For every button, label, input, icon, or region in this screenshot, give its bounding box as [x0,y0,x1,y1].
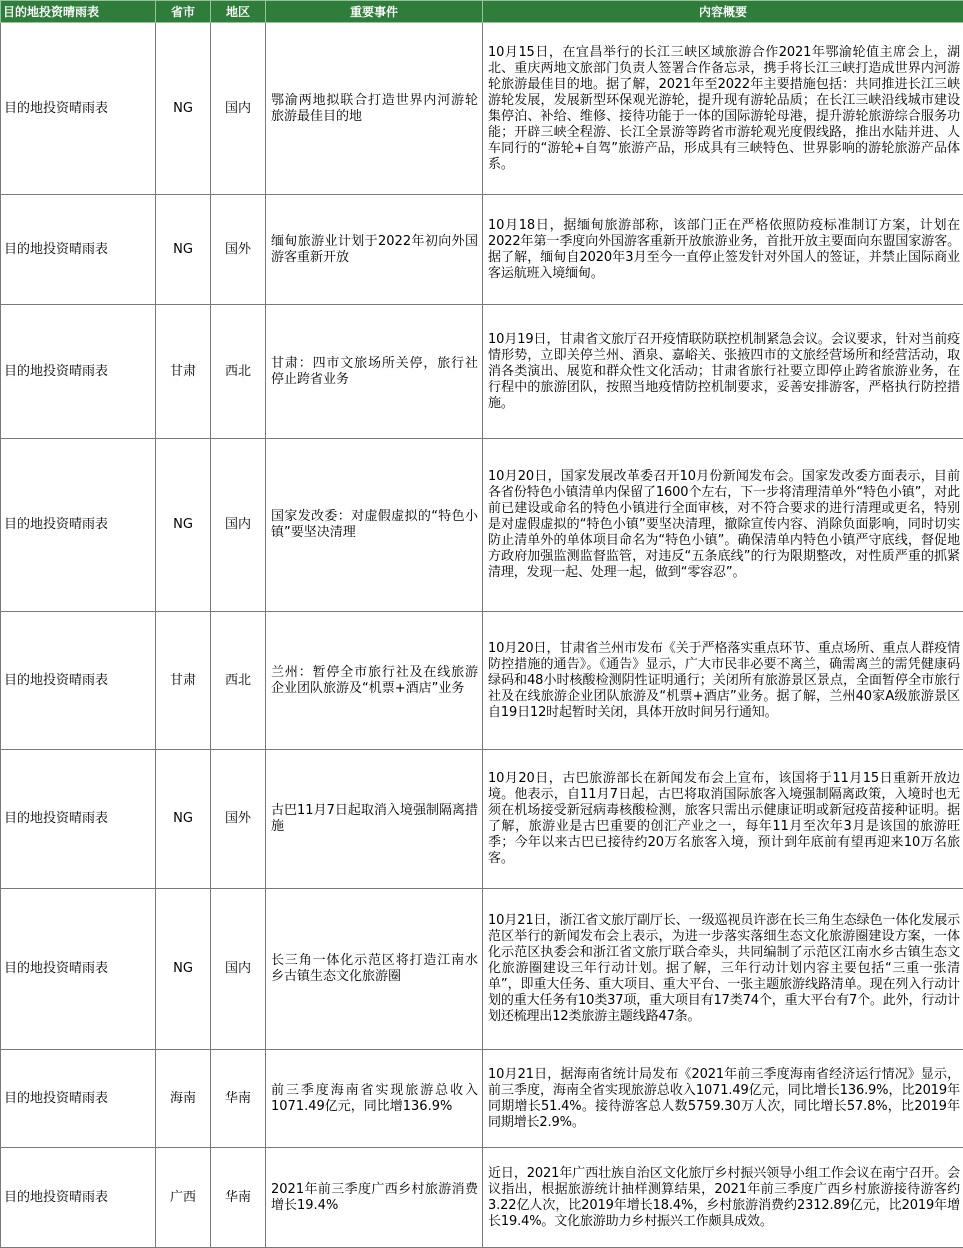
table-row [1,23,963,195]
row-region[interactable]: 西北 [211,612,266,750]
table-row [1,750,963,889]
row-region[interactable]: 国内 [211,889,266,1050]
row-region[interactable]: 国外 [211,195,266,305]
row-region[interactable]: 国内 [211,439,266,612]
row-event[interactable]: 国家发改委：对虚假虚拟的“特色小镇”要坚决清理 [266,439,483,612]
table-row [1,1050,963,1148]
header-source[interactable]: 目的地投资晴雨表 [1,1,156,23]
row-region[interactable]: 华南 [211,1050,266,1148]
row-summary[interactable]: 10月21日，据海南省统计局发布《2021年前三季度海南省经济运行情况》显示，前三季度，海南全省实现旅游总收入1071.49亿元，同比增长136.9%，比2019年同期增长51.4%。接待游客总人数5759.30万人次，同比增长57.8%，比2019年同期增长2.9%。 [483,1050,963,1148]
row-summary[interactable]: 10月20日，古巴旅游部长在新闻发布会上宣布，该国将于11月15日重新开放边境。他表示，自11月7日起，古巴将取消国际旅客入境强制隔离政策，入境时也无须在机场接受新冠病毒核酸检测，旅客只需出示健康证明或新冠疫苗接种证明。据了解，旅游业是古巴重要的创汇产业之一，每年11月至次年3月是该国的旅游旺季；今年以来古巴已接待约20万名旅客入境，预计到年底前有望再迎来10万名旅客。 [483,750,963,889]
row-summary[interactable]: 10月20日，甘肃省兰州市发布《关于严格落实重点环节、重点场所、重点人群疫情防控措施的通告》。《通告》显示，广大市民非必要不离兰，确需离兰的需凭健康码绿码和48小时核酸检测阴性证明通行；关闭所有旅游景区景点，全面暂停全市旅行社及在线旅游企业团队旅游及“机票+酒店”业务。据了解，兰州40家A级旅游景区自19日12时起暂时关闭，具体开放时间另行通知。 [483,612,963,750]
row-source[interactable]: 目的地投资晴雨表 [1,195,156,305]
row-source[interactable]: 目的地投资晴雨表 [1,889,156,1050]
row-summary[interactable]: 10月21日，浙江省文旅厅副厅长、一级巡视员许澎在长三角生态绿色一体化发展示范区举行的新闻发布会上表示，为进一步落实落细生态文化旅游圈建设方案，一体化示范区执委会和浙江省文旅厅联合牵头，共同编制了示范区江南水乡古镇生态文化旅游圈建设三年行动计划。据了解，三年行动计划内容主要包括“三重一张清单”，即重大任务、重大项目、重大平台、一张主题旅游线路清单。现在列入行动计划的重大任务有10类37项，重大项目有17类74个，重大平台有7个。此外，行动计划还梳理出12类旅游主题线路47条。 [483,889,963,1050]
row-province[interactable]: NG [156,195,211,305]
row-event[interactable]: 兰州：暂停全市旅行社及在线旅游企业团队旅游及“机票+酒店”业务 [266,612,483,750]
row-region[interactable]: 国内 [211,23,266,195]
header-region[interactable]: 地区 [211,1,266,23]
row-event[interactable]: 长三角一体化示范区将打造江南水乡古镇生态文化旅游圈 [266,889,483,1050]
row-event[interactable]: 缅甸旅游业计划于2022年初向外国游客重新开放 [266,195,483,305]
table-row [1,305,963,439]
row-province[interactable]: NG [156,439,211,612]
row-source[interactable]: 目的地投资晴雨表 [1,1050,156,1148]
row-summary[interactable]: 10月18日，据缅甸旅游部称，该部门正在严格依照防疫标准制订方案，计划在2022年第一季度向外国游客重新开放旅游业务，首批开放主要面向东盟国家游客。据了解，缅甸自2020年3月至今一直停止签发针对外国人的签证，并禁止国际商业客运航班入境缅甸。 [483,195,963,305]
row-event[interactable]: 2021年前三季度广西乡村旅游消费增长19.4% [266,1148,483,1248]
header-province[interactable]: 省市 [156,1,211,23]
header-row [1,1,963,23]
table-row [1,439,963,612]
row-source[interactable]: 目的地投资晴雨表 [1,23,156,195]
row-summary[interactable]: 10月20日，国家发展改革委召开10月份新闻发布会。国家发改委方面表示，目前各省份特色小镇清单内保留了1600个左右，下一步将清理清单外“特色小镇”，对此前已建设或命名的特色小镇进行全面审核，对不符合要求的进行清理或更名，特别是对虚假虚拟的“特色小镇”要坚决清理，撤除宣传内容、消除负面影响，同时切实防止清单外的单体项目命名为“特色小镇”。确保清单内特色小镇严守底线，督促地方政府加强监测监督监管，对违反“五条底线”的行为限期整改，对性质严重的抓紧清理，发现一起、处理一起，做到“零容忍”。 [483,439,963,612]
row-province[interactable]: 海南 [156,1050,211,1148]
row-source[interactable]: 目的地投资晴雨表 [1,612,156,750]
row-source[interactable]: 目的地投资晴雨表 [1,750,156,889]
row-province[interactable]: 甘肃 [156,305,211,439]
row-summary[interactable]: 10月15日，在宜昌举行的长江三峡区域旅游合作2021年鄂渝轮值主席会上，湖北、重庆两地文旅部门负责人签署合作备忘录，携手将长江三峡打造成世界内河游轮旅游最佳目的地。据了解，2021年至2022年主要措施包括：共同推进长江三峡游轮发展，发展新型环保观光游轮，提升现有游轮品质；在长江三峡沿线城市建设集停泊、补给、维修、接待功能于一体的国际游轮母港，提升游轮旅游综合服务功能；开辟三峡全程游、长江全景游等跨省市游轮观光度假线路，推出水陆并进、人车同行的“游轮+自驾”旅游产品，形成具有三峡特色、世界影响的游轮旅游产品体系。 [483,23,963,195]
row-event[interactable]: 古巴11月7日起取消入境强制隔离措施 [266,750,483,889]
row-event[interactable]: 甘肃：四市文旅场所关停，旅行社停止跨省业务 [266,305,483,439]
table-row [1,612,963,750]
row-event[interactable]: 前三季度海南省实现旅游总收入1071.49亿元，同比增136.9% [266,1050,483,1148]
row-source[interactable]: 目的地投资晴雨表 [1,439,156,612]
row-region[interactable]: 华南 [211,1148,266,1248]
row-province[interactable]: NG [156,889,211,1050]
row-region[interactable]: 西北 [211,305,266,439]
row-province[interactable]: NG [156,23,211,195]
row-summary[interactable]: 10月19日，甘肃省文旅厅召开疫情联防联控机制紧急会议。会议要求，针对当前疫情形势，立即关停兰州、酒泉、嘉峪关、张掖四市的文旅经营场所和经营活动，取消各类演出、展览和群众性文化活动；甘肃省旅行社要立即停止跨省旅游业务，在行程中的旅游团队，按照当地疫情防控机制要求，妥善安排游客，严格执行防控措施。 [483,305,963,439]
table-row [1,889,963,1050]
row-event[interactable]: 鄂渝两地拟联合打造世界内河游轮旅游最佳目的地 [266,23,483,195]
row-summary[interactable]: 近日，2021年广西壮族自治区文化旅厅乡村振兴领导小组工作会议在南宁召开。会议指出，根据旅游统计抽样测算结果，2021年前三季度广西乡村旅游接待游客约3.22亿人次，比2019年增长18.4%，乡村旅游消费约2312.89亿元，比2019年增长19.4%。文化旅游助力乡村振兴工作颇具成效。 [483,1148,963,1248]
table-row [1,1148,963,1248]
row-region[interactable]: 国外 [211,750,266,889]
header-summary[interactable]: 内容概要 [483,1,963,23]
table-row [1,195,963,305]
row-source[interactable]: 目的地投资晴雨表 [1,1148,156,1248]
header-event[interactable]: 重要事件 [266,1,483,23]
row-province[interactable]: 广西 [156,1148,211,1248]
row-province[interactable]: 甘肃 [156,612,211,750]
row-source[interactable]: 目的地投资晴雨表 [1,305,156,439]
row-province[interactable]: NG [156,750,211,889]
